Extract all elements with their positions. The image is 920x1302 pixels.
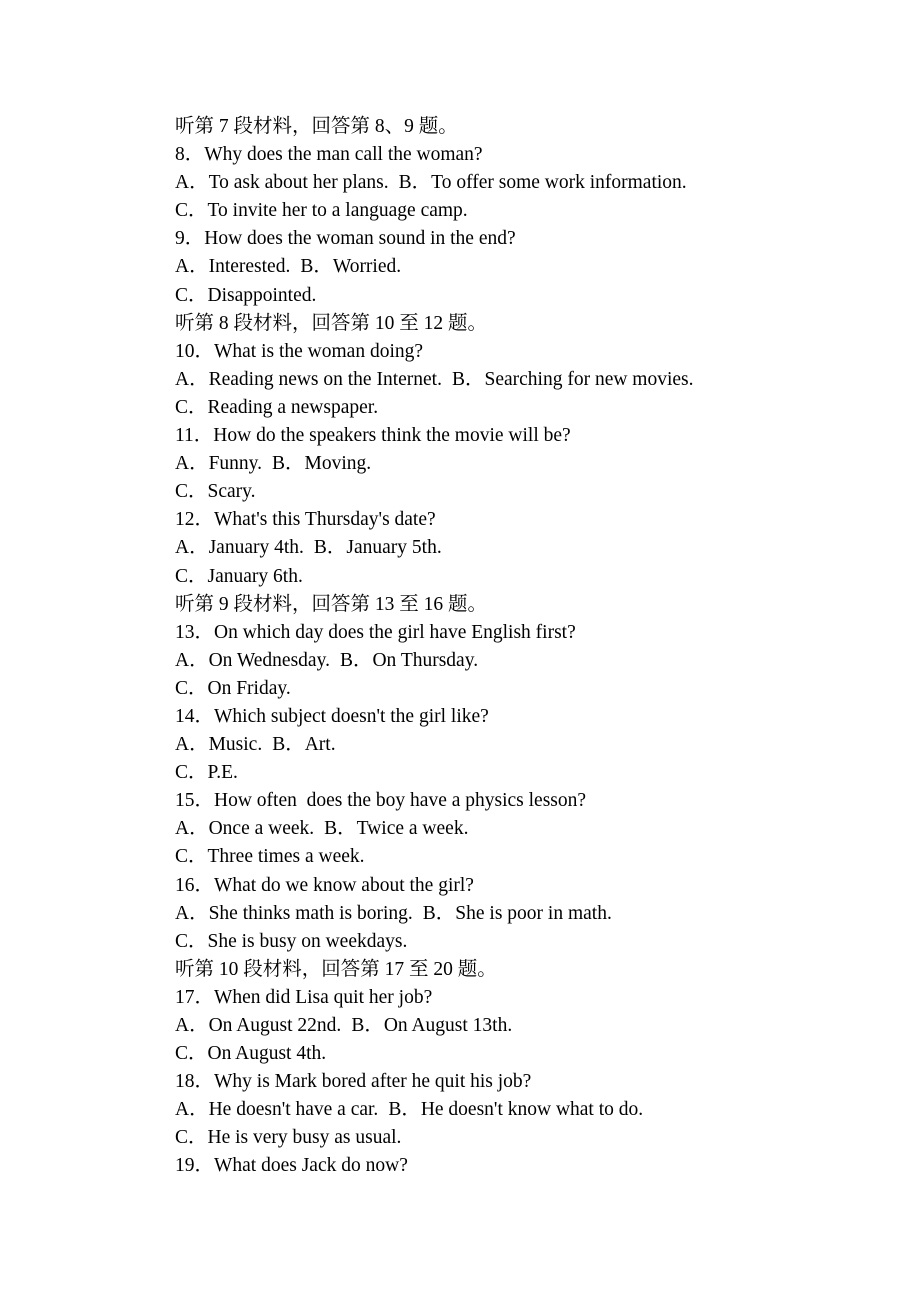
option-c: C．He is very busy as usual. [175, 1127, 402, 1149]
question-17: 17．When did Lisa quit her job? [175, 986, 433, 1008]
option-c: C．Reading a newspaper. [175, 396, 379, 418]
option-a: A．He doesn't have a car. [175, 1099, 379, 1121]
option-c: C．On August 4th. [175, 1043, 327, 1065]
question-19: 19．What does Jack do now? [175, 1155, 408, 1177]
options-row [175, 450, 875, 478]
option-c: C．On Friday. [175, 677, 291, 699]
options-row [175, 1012, 875, 1040]
question-14: 14．Which subject doesn't the girl like? [175, 705, 489, 727]
option-a: A．Reading news on the Internet. [175, 368, 442, 390]
options-row [175, 731, 875, 759]
options-row [175, 1096, 875, 1124]
listening-questions [175, 113, 875, 1181]
question-8: 8．Why does the man call the woman? [175, 144, 483, 166]
option-b: B．She is poor in math. [422, 902, 612, 924]
option-b: B．On Thursday. [339, 649, 479, 671]
section-heading: 听第 8 段材料，回答第 10 至 12 题。 [175, 312, 488, 334]
option-c: C．January 6th. [175, 565, 303, 587]
options-row [175, 900, 875, 928]
option-a: A．Music. [175, 734, 263, 756]
option-a: A．January 4th. [175, 537, 304, 559]
options-row [175, 169, 875, 197]
question-13: 13．On which day does the girl have English first? [175, 621, 576, 643]
option-b: B．He doesn't know what to do. [388, 1099, 644, 1121]
option-c: C．Disappointed. [175, 284, 317, 306]
option-c: C．She is busy on weekdays. [175, 930, 408, 952]
option-c: C．Scary. [175, 481, 256, 503]
option-b: B．Twice a week. [324, 818, 469, 840]
option-a: A．She thinks math is boring. [175, 902, 413, 924]
option-a: A．Once a week. [175, 818, 315, 840]
options-row [175, 534, 875, 562]
option-a: A．Funny. [175, 453, 263, 475]
question-11: 11．How do the speakers think the movie will be? [175, 425, 571, 447]
option-a: A．On Wednesday. [175, 649, 330, 671]
question-10: 10．What is the woman doing? [175, 340, 424, 362]
option-b: B．Worried. [300, 256, 402, 278]
question-9: 9．How does the woman sound in the end? [175, 228, 516, 250]
option-b: B．Art. [272, 734, 336, 756]
option-a: A．On August 22nd. [175, 1015, 342, 1036]
option-b: B．January 5th. [313, 537, 442, 559]
option-b: B．On August 13th. [351, 1015, 513, 1036]
options-row [175, 647, 875, 675]
option-b: B．Moving. [272, 453, 372, 475]
option-a: A．To ask about her plans. [175, 172, 389, 194]
section-heading: 听第 7 段材料，回答第 8、9 题。 [175, 116, 458, 137]
options-row [175, 366, 875, 394]
option-c: C．Three times a week. [175, 846, 365, 868]
option-c: C．To invite her to a language camp. [175, 200, 468, 222]
option-a: A．Interested. [175, 256, 291, 278]
question-16: 16．What do we know about the girl? [175, 874, 474, 896]
option-b: B．Searching for new movies. [451, 368, 694, 390]
option-b: B．To offer some work information. [398, 172, 687, 194]
options-row [175, 253, 875, 281]
option-c: C．P.E. [175, 762, 238, 784]
section-heading: 听第 9 段材料，回答第 13 至 16 题。 [175, 593, 488, 615]
question-12: 12．What's this Thursday's date? [175, 509, 436, 531]
question-18: 18．Why is Mark bored after he quit his job? [175, 1071, 532, 1093]
section-heading: 听第 10 段材料，回答第 17 至 20 题。 [175, 958, 497, 980]
question-15: 15．How often does the boy have a physics lesson? [175, 790, 587, 812]
options-row [175, 815, 875, 843]
